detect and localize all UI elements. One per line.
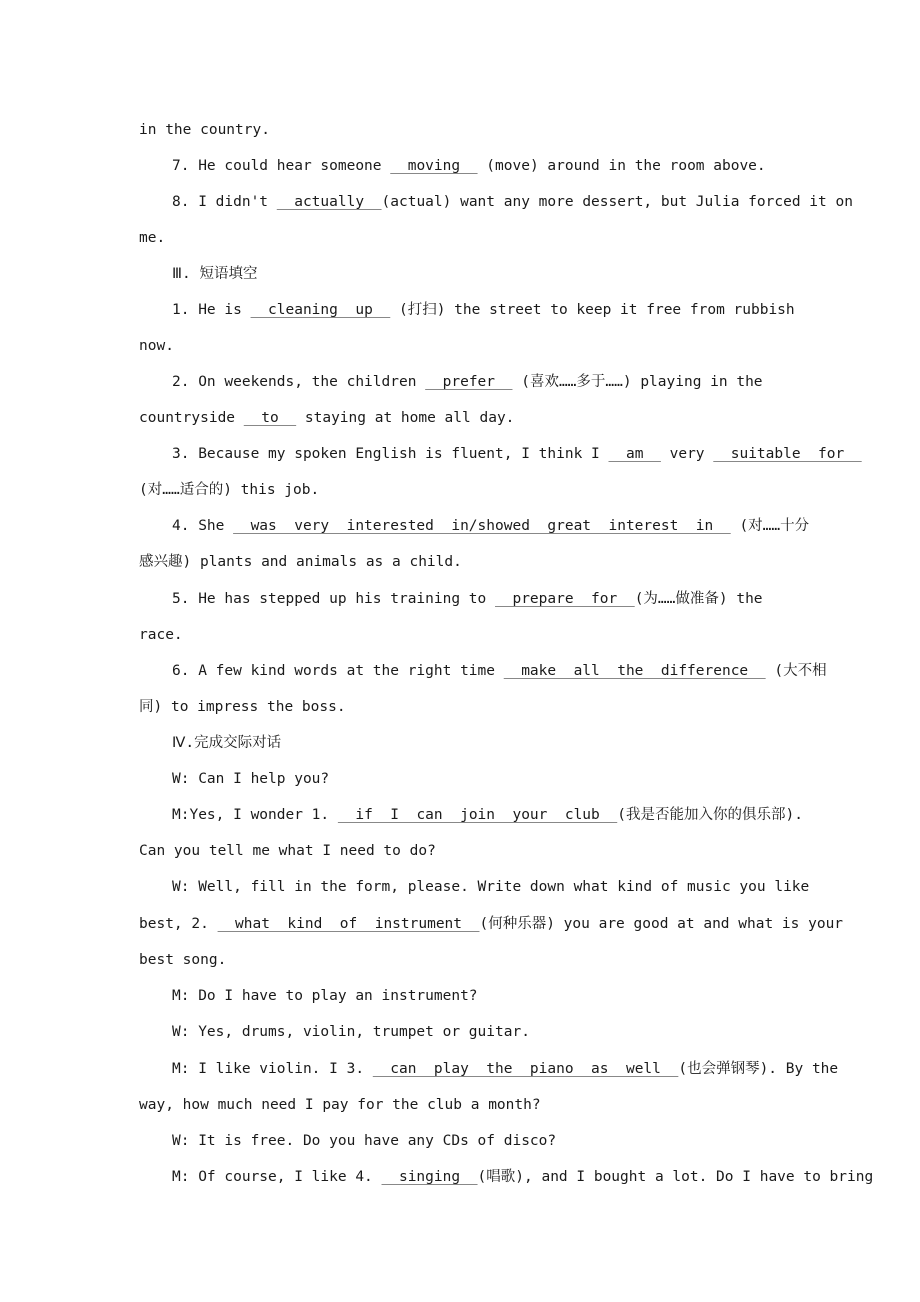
text-line	[172, 444, 862, 464]
text-line	[172, 661, 827, 681]
line-text: W: Can I help you?	[172, 771, 330, 787]
text-line	[139, 336, 174, 356]
line-text: W: It is free. Do you have any CDs of disco?	[172, 1133, 557, 1149]
line-text: me.	[139, 230, 166, 246]
answer-blank[interactable]: can play the piano as well	[372, 1061, 679, 1077]
answer-blank[interactable]: was very interested in/showed great interest in	[233, 518, 731, 534]
text-line	[172, 516, 809, 536]
text-line	[172, 372, 763, 392]
text-line	[139, 841, 436, 861]
line-text: 7. He could hear someone	[172, 158, 391, 174]
answer-blank[interactable]: am	[608, 446, 661, 462]
line-text: now.	[139, 338, 174, 354]
answer-blank[interactable]: make all the difference	[503, 663, 766, 679]
line-text-continued: (move) around in the room above.	[477, 158, 766, 174]
line-text: 2. On weekends, the children	[172, 374, 426, 390]
line-text: 8. I didn't	[172, 194, 277, 210]
line-text: in the country.	[139, 122, 270, 138]
text-line	[172, 986, 478, 1006]
line-text-continued: (打扫) the street to keep it free from rubbish	[390, 302, 795, 318]
line-text: Ⅲ. 短语填空	[172, 266, 258, 282]
text-line	[139, 480, 319, 500]
answer-blank[interactable]: suitable for	[713, 446, 862, 462]
line-text: way, how much need I pay for the club a month?	[139, 1097, 541, 1113]
line-text: 感兴趣) plants and animals as a child.	[139, 554, 462, 570]
text-line	[139, 120, 270, 140]
line-text-continued: (为……做准备) the	[634, 591, 763, 607]
line-text: W: Well, fill in the form, please. Write down what kind of music you like	[172, 879, 810, 895]
text-line	[172, 1131, 556, 1151]
line-text: race.	[139, 627, 183, 643]
line-text: 5. He has stepped up his training to	[172, 591, 496, 607]
text-line	[172, 805, 803, 825]
line-text-continued: (对……十分	[730, 518, 810, 534]
text-line	[172, 769, 329, 789]
text-line	[172, 192, 853, 212]
line-text: M: Do I have to play an instrument?	[172, 988, 478, 1004]
line-text: 1. He is	[172, 302, 251, 318]
text-line	[172, 300, 795, 320]
line-text: 同) to impress the boss.	[139, 699, 346, 715]
answer-blank[interactable]: moving	[390, 158, 478, 174]
text-line	[172, 264, 257, 284]
text-line	[139, 1095, 541, 1115]
line-text: best, 2.	[139, 916, 218, 932]
line-text: M:Yes, I wonder 1.	[172, 807, 338, 823]
line-text: W: Yes, drums, violin, trumpet or guitar.	[172, 1024, 530, 1040]
text-line	[139, 408, 514, 428]
text-line	[139, 950, 226, 970]
line-text: Can you tell me what I need to do?	[139, 843, 436, 859]
text-line	[172, 1167, 873, 1187]
line-text-continued: (喜欢……多于……) playing in the	[512, 374, 763, 390]
line-text: countryside	[139, 410, 244, 426]
answer-blank[interactable]: singing	[381, 1169, 478, 1185]
answer-blank[interactable]: to	[243, 410, 297, 426]
text-line	[139, 697, 346, 717]
answer-blank[interactable]: prepare for	[495, 591, 635, 607]
line-text: M: I like violin. I 3.	[172, 1061, 373, 1077]
answer-blank[interactable]: cleaning up	[250, 302, 391, 318]
line-text-continued: staying at home all day.	[296, 410, 515, 426]
line-text-continued: (我是否能加入你的俱乐部).	[617, 807, 803, 823]
text-line	[172, 877, 809, 897]
line-text-continued: (唱歌), and I bought a lot. Do I have to bring	[477, 1169, 874, 1185]
answer-blank[interactable]: if I can join your club	[337, 807, 618, 823]
answer-blank[interactable]: what kind of instrument	[217, 916, 480, 932]
line-text: (对……适合的) this job.	[139, 482, 320, 498]
line-text-continued: (大不相	[765, 663, 827, 679]
line-text: M: Of course, I like 4.	[172, 1169, 382, 1185]
line-text: best song.	[139, 952, 227, 968]
text-line	[139, 228, 165, 248]
line-text: 3. Because my spoken English is fluent, I think I	[172, 446, 609, 462]
line-text: 4. She	[172, 518, 234, 534]
line-text-continued: (何种乐器) you are good at and what is your	[479, 916, 844, 932]
line-text: 6. A few kind words at the right time	[172, 663, 504, 679]
text-line	[172, 1022, 530, 1042]
text-line	[139, 625, 183, 645]
line-text-continued: very	[660, 446, 714, 462]
text-line	[172, 1059, 838, 1079]
text-line	[139, 914, 843, 934]
text-line	[172, 733, 281, 753]
text-line	[172, 589, 763, 609]
line-text-continued: (actual) want any more dessert, but Julia forced it on	[381, 194, 853, 210]
answer-blank[interactable]: prefer	[425, 374, 513, 390]
line-text: Ⅳ.完成交际对话	[172, 735, 282, 751]
answer-blank[interactable]: actually	[276, 194, 382, 210]
line-text-continued: (也会弹钢琴). By the	[678, 1061, 839, 1077]
text-line	[139, 552, 462, 572]
text-line	[172, 156, 766, 176]
